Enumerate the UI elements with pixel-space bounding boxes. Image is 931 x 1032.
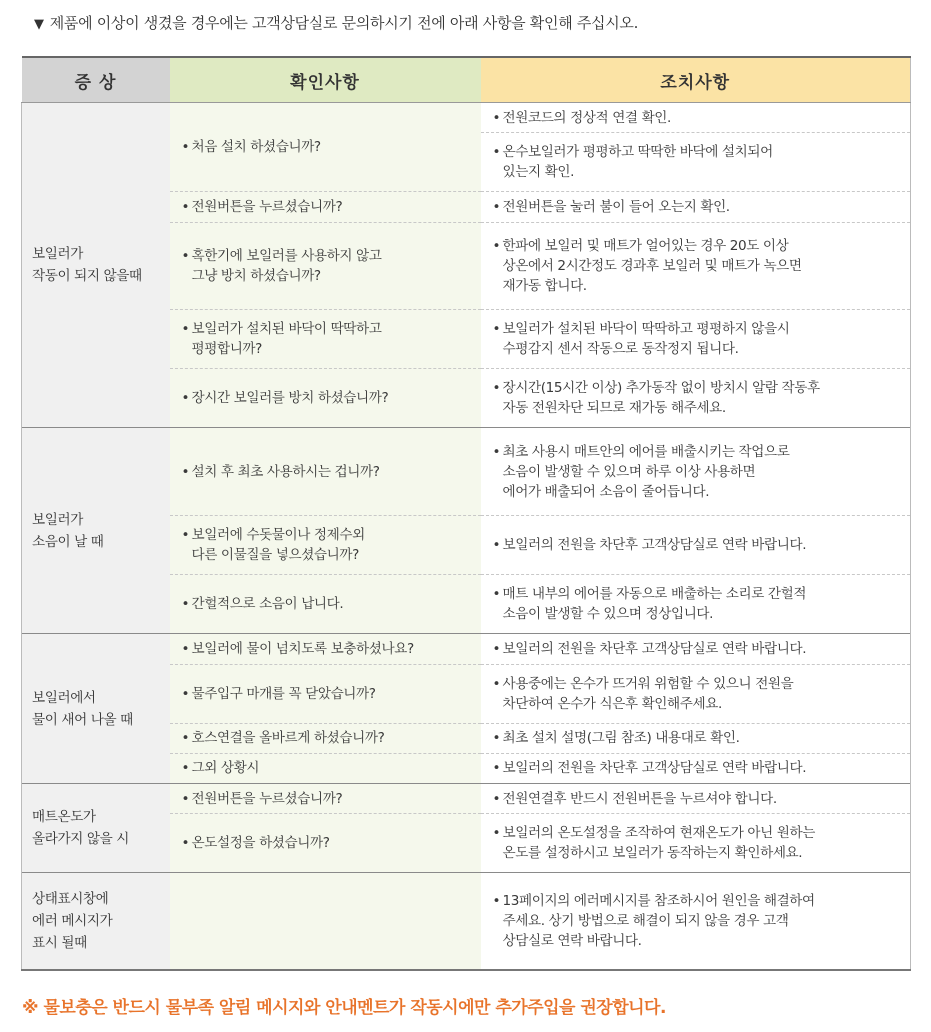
action-cell [481, 516, 911, 575]
table-header-row [22, 57, 911, 103]
action-cell [481, 723, 911, 753]
check-text: • 물주입구 마개를 꼭 닫았습니까? [182, 684, 471, 704]
check-text: • 보일러에 수돗물이나 정제수외 다른 이물질을 넣으셨습니까? [182, 525, 471, 565]
check-cell [170, 222, 481, 310]
check-text: • 온도설정을 하셨습니까? [182, 833, 471, 853]
check-cell [170, 369, 481, 428]
table-row [22, 873, 911, 970]
check-text: • 전원버튼을 누르셨습니까? [182, 789, 471, 809]
header-check: 확인사항 [170, 57, 481, 103]
action-text: • 전원버튼을 눌러 불이 들어 오는지 확인. [493, 197, 901, 217]
action-cell [481, 428, 911, 516]
check-text: • 보일러에 물이 넘치도록 보충하셨나요? [182, 639, 471, 659]
action-cell [481, 575, 911, 634]
check-text: • 호스연결을 올바르게 하셨습니까? [182, 728, 471, 748]
check-text: • 전원버튼을 누르셨습니까? [182, 197, 471, 217]
symptom-text: 매트온도가 올라가지 않을 시 [32, 809, 129, 848]
symptom-text: 보일러에서 물이 새어 나올 때 [32, 689, 133, 728]
troubleshooting-table [21, 56, 911, 971]
action-cell [481, 753, 911, 783]
header-symptom: 증 상 [22, 57, 170, 103]
check-cell [170, 814, 481, 873]
action-text: • 온수보일러가 평평하고 딱딱한 바닥에 설치되어 있는지 확인. [493, 142, 901, 182]
table-row [22, 784, 911, 814]
action-text: • 한파에 보일러 및 매트가 얼어있는 경우 20도 이상 상온에서 2시간정도 경과후 보일러 및 매트가 녹으면 재가동 합니다. [493, 236, 901, 296]
action-cell [481, 192, 911, 222]
symptom-cell [22, 634, 170, 784]
footnote: ※ 물보충은 반드시 물부족 알림 메시지와 안내멘트가 작동시에만 추가주입을 권장합니다. [22, 998, 666, 1018]
action-text: • 13페이지의 에러메시지를 참조하시어 원인을 해결하여 주세요. 상기 방법으로 해결이 되지 않을 경우 고객 상담실로 연락 바랍니다. [493, 891, 901, 951]
check-cell [170, 784, 481, 814]
symptom-text: 보일러가 소음이 날 때 [32, 511, 104, 550]
action-cell [481, 222, 911, 310]
action-text: • 매트 내부의 에어를 자동으로 배출하는 소리로 간헐적 소음이 발생할 수 있으며 정상입니다. [493, 584, 901, 624]
action-cell [481, 664, 911, 723]
table-row [22, 103, 911, 133]
check-cell [170, 753, 481, 783]
action-text: • 보일러가 설치된 바닥이 딱딱하고 평평하지 않을시 수평감지 센서 작동으로 동작정지 됩니다. [493, 319, 901, 359]
table-row [22, 428, 911, 516]
check-text: • 혹한기에 보일러를 사용하지 않고 그냥 방치 하셨습니까? [182, 246, 471, 286]
check-cell [170, 103, 481, 192]
symptom-cell [22, 873, 170, 970]
action-text: • 전원연결후 반드시 전원버튼을 누르셔야 합니다. [493, 789, 901, 809]
symptom-cell [22, 103, 170, 428]
check-text: • 설치 후 최초 사용하시는 겁니까? [182, 462, 471, 482]
action-cell [481, 369, 911, 428]
check-cell [170, 428, 481, 516]
action-cell [481, 873, 911, 970]
action-text: • 최초 설치 설명(그림 참조) 내용대로 확인. [493, 728, 901, 748]
symptom-cell [22, 428, 170, 634]
check-cell [170, 873, 481, 970]
action-cell [481, 784, 911, 814]
action-text: • 보일러의 전원을 차단후 고객상담실로 연락 바랍니다. [493, 535, 901, 555]
action-cell [481, 133, 911, 192]
action-text: • 전원코드의 정상적 연결 확인. [493, 108, 901, 128]
action-text: • 보일러의 온도설정을 조작하여 현재온도가 아닌 원하는 온도를 설정하시고 보일러가 동작하는지 확인하세요. [493, 823, 901, 863]
check-cell [170, 664, 481, 723]
action-text: • 장시간(15시간 이상) 추가동작 없이 방치시 알람 작동후 자동 전원차단 되므로 재가동 해주세요. [493, 378, 901, 418]
check-cell [170, 634, 481, 664]
header-action: 조치사항 [481, 57, 911, 103]
symptom-text: 상태표시창에 에러 메시지가 표시 될때 [32, 891, 113, 952]
check-text: • 장시간 보일러를 방치 하셨습니까? [182, 388, 471, 408]
check-text: • 보일러가 설치된 바닥이 딱딱하고 평평합니까? [182, 319, 471, 359]
intro-sentence: 제품에 이상이 생겼을 경우에는 고객상담실로 문의하시기 전에 아래 사항을 확인해 주십시오. [49, 14, 639, 32]
action-text: • 보일러의 전원을 차단후 고객상담실로 연락 바랍니다. [493, 758, 901, 778]
triangle-down-icon: ▼ [34, 17, 44, 32]
action-text: • 보일러의 전원을 차단후 고객상담실로 연락 바랍니다. [493, 639, 901, 659]
intro-text [34, 12, 638, 33]
symptom-cell [22, 784, 170, 873]
check-cell [170, 310, 481, 369]
check-cell [170, 575, 481, 634]
action-cell [481, 310, 911, 369]
check-text: • 처음 설치 하셨습니까? [182, 137, 471, 157]
action-text: • 최초 사용시 매트안의 에어를 배출시키는 작업으로 소음이 발생할 수 있으며 하루 이상 사용하면 에어가 배출되어 소음이 줄어듭니다. [493, 442, 901, 502]
check-cell [170, 516, 481, 575]
check-text: • 간헐적으로 소음이 납니다. [182, 594, 471, 614]
symptom-text: 보일러가 작동이 되지 않을때 [32, 246, 142, 285]
check-cell [170, 723, 481, 753]
action-text: • 사용중에는 온수가 뜨거워 위험할 수 있으니 전원을 차단하여 온수가 식은후 확인해주세요. [493, 674, 901, 714]
action-cell [481, 634, 911, 664]
action-cell [481, 814, 911, 873]
action-cell [481, 103, 911, 133]
check-cell [170, 192, 481, 222]
check-text: • 그외 상황시 [182, 758, 471, 778]
table-body [22, 103, 911, 971]
table-row [22, 634, 911, 664]
